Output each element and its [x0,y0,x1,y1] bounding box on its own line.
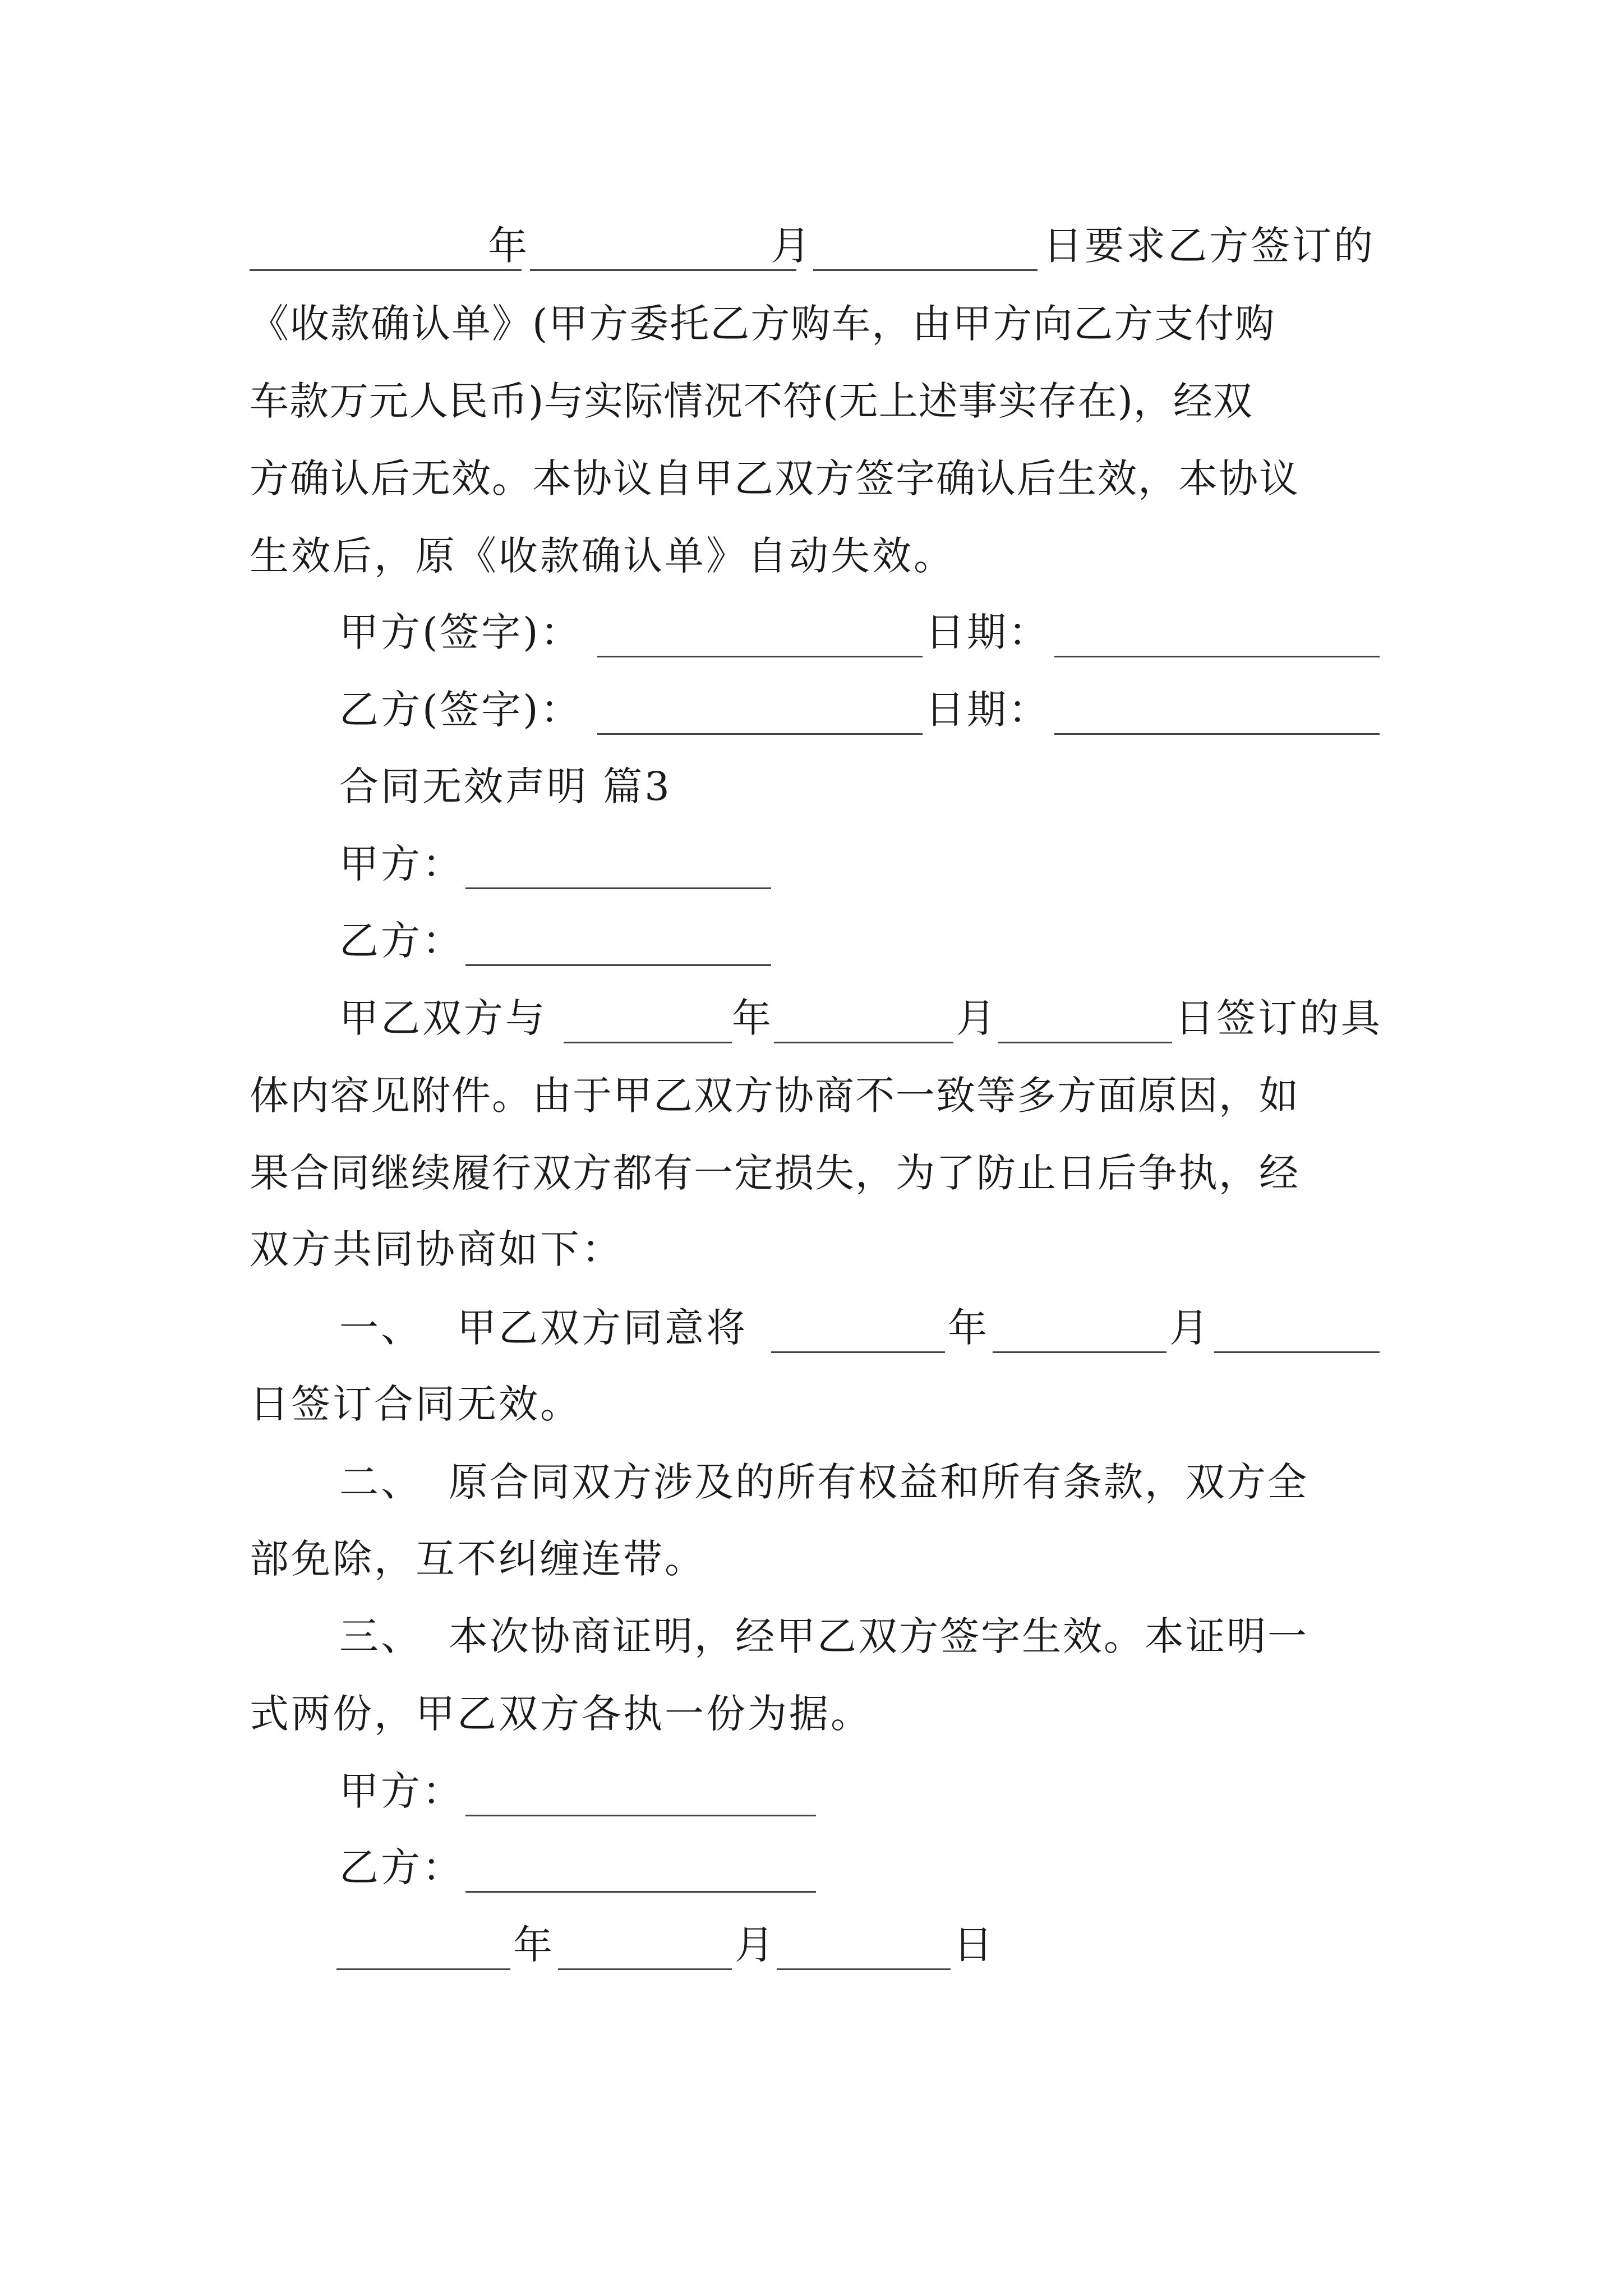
item1-blank-year [771,1297,945,1353]
sign2-b-label: 乙方： [339,1844,464,1890]
date-line [0,1914,1623,1976]
para2-text-2: 体内容见附件。由于甲乙双方协商不一致等多方面原因，如 [250,1073,1299,1119]
item3-text-2: 式两份，甲乙双方各执一份为据。 [250,1691,872,1737]
item3-text: 本次协商证明，经甲乙双方签字生效。本证明一 [449,1613,1308,1659]
item1-blank-day [1214,1297,1380,1353]
party-a-label: 甲方： [339,841,464,887]
para2-text-4: 双方共同协商如下： [250,1226,623,1272]
item1-year: 年 [948,1305,987,1351]
item1-blank-month [993,1297,1166,1353]
para2-day-rest: 日签订的具 [1175,995,1382,1041]
para2-text-3: 果合同继续履行双方都有一定损失，为了防止日后争执，经 [250,1150,1299,1196]
item2-text-2: 部免除，互不纠缠连带。 [250,1536,706,1582]
heading-text: 合同无效声明 篇3 [339,763,672,809]
para1-line1 [0,215,1623,277]
date-b-label: 日期： [925,687,1050,733]
para2-month: 月 [956,995,995,1041]
party-b-label: 乙方： [339,918,464,964]
item1-line1 [0,1297,1623,1359]
item1-text-2: 日签订合同无效。 [250,1381,582,1427]
sign2-b-blank [465,1837,816,1893]
month-label: 月 [771,223,810,269]
blank-day [813,215,1038,271]
blank-month [530,215,796,271]
para2-blank-year [564,987,732,1043]
item1-text: 甲乙双方同意将 [457,1305,748,1351]
sign2-a-label: 甲方： [339,1768,464,1814]
date-a-blank [1054,601,1380,657]
year-label: 年 [488,223,527,269]
date-blank-day [777,1914,951,1970]
party-a-sign-blank [597,601,923,657]
party-b-blank [465,910,771,966]
date-b-blank [1054,679,1380,735]
para2-year: 年 [732,995,771,1041]
party-a-blank [465,833,771,889]
party-b-sign-label: 乙方(签字)： [339,687,582,733]
item2-text: 原合同双方涉及的所有权益和所有条款，双方全 [449,1459,1308,1505]
para2-line1 [0,987,1623,1049]
para1-text-3: 车款万元人民币)与实际情况不符(无上述事实存在)，经双 [250,378,1253,424]
date-blank-month [558,1914,732,1970]
blank-year [250,215,522,271]
sign2-a-blank [465,1760,816,1816]
date-blank-year [336,1914,510,1970]
item1-num: 一、 [339,1305,422,1351]
date-year: 年 [513,1922,552,1968]
para1-text-2: 《收款确认单》(甲方委托乙方购车，由甲方向乙方支付购 [250,301,1276,347]
para2-blank-month [774,987,953,1043]
date-day: 日 [953,1922,993,1968]
para1-text-4: 方确认后无效。本协议自甲乙双方签字确认后生效，本协议 [250,455,1299,501]
item3-num: 三、 [339,1613,422,1659]
item1-month: 月 [1169,1305,1209,1351]
item2-num: 二、 [339,1459,422,1505]
para1-text-5: 生效后，原《收款确认单》自动失效。 [250,533,955,579]
para2-start: 甲乙双方与 [339,995,547,1041]
day-text: 日要求乙方签订的 [1043,223,1375,269]
para2-blank-day [998,987,1172,1043]
date-month: 月 [735,1922,774,1968]
date-a-label: 日期： [925,609,1050,655]
party-b-sign-blank [597,679,923,735]
party-a-sign-label: 甲方(签字)： [339,609,582,655]
